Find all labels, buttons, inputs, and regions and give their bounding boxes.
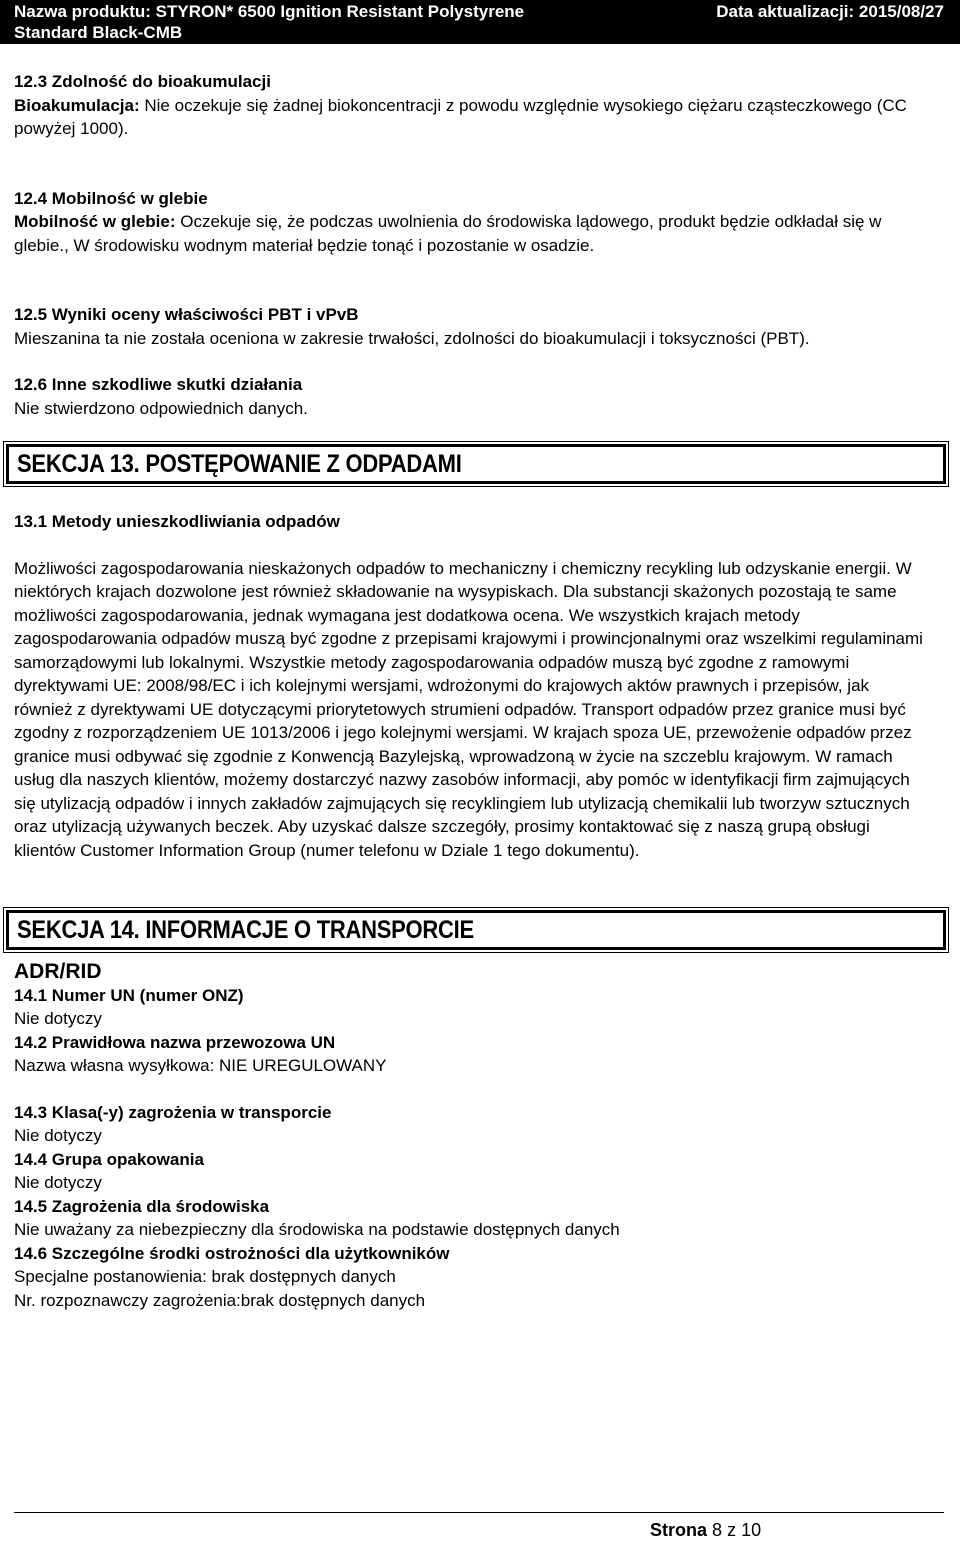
section-12-3-title: 12.3 Zdolność do bioakumulacji: [14, 72, 271, 91]
section-14-3-title: 14.3 Klasa(-y) zagrożenia w transporcie: [14, 1102, 332, 1122]
page-label: Strona: [650, 1520, 708, 1540]
page-of: z: [727, 1520, 737, 1540]
document-header: [0, 0, 960, 44]
section-14-6-title: 14.6 Szczególne środki ostrożności dla użytkowników: [14, 1243, 450, 1263]
section-13-1: [14, 510, 930, 862]
section-12-4-text: [14, 210, 930, 257]
product-name: Nazwa produktu: STYRON* 6500 Ignition Resistant Polystyrene: [14, 2, 525, 21]
section-13-heading: [6, 444, 946, 484]
document-body: [14, 70, 930, 1312]
page-total: 10: [741, 1520, 762, 1540]
section-14-5-value: Nie uważany za niebezpieczny dla środowiska na podstawie dostępnych danych: [14, 1220, 620, 1239]
section-12-6-text: Nie stwierdzono odpowiednich danych.: [14, 398, 308, 418]
section-14: [14, 960, 930, 1312]
section-14-4-title: 14.4 Grupa opakowania: [14, 1149, 204, 1169]
page-current: 8: [712, 1520, 723, 1540]
section-14-heading-text: SEKCJA 14. INFORMACJE O TRANSPORCIE: [17, 916, 474, 944]
section-12-5-text: Mieszanina ta nie została oceniona w zakresie trwałości, zdolności do bioakumulacji i toksyczności (PBT).: [14, 328, 810, 348]
section-14-1-value: Nie dotyczy: [14, 1009, 102, 1028]
update-date: Data aktualizacji: 2015/08/27: [716, 2, 944, 21]
section-14-3-value: Nie dotyczy: [14, 1126, 102, 1145]
section-14-2-title: 14.2 Prawidłowa nazwa przewozowa UN: [14, 1032, 336, 1052]
section-12-4: [14, 187, 930, 258]
section-14-6-value-a: Specjalne postanowienia: brak dostępnych danych: [14, 1267, 396, 1286]
section-13-1-title: 13.1 Metody unieszkodliwiania odpadów: [14, 512, 340, 531]
section-14-5-title: 14.5 Zagrożenia dla środowiska: [14, 1196, 270, 1216]
soil-mobility-label: Mobilność w glebie:: [14, 212, 176, 231]
section-13-1-text: Możliwości zagospodarowania nieskażonych odpadów to mechaniczny i chemiczny recykling lub odzyskanie energii. W niektórych krajach dozwolone jest również składowanie na wysypiskach. Dla substancji skażonych pozostają te same możliwości zagospodarowania, jednak wymagana jest dodatkowa ocena. We wszystkich krajach metody zagospodarowania odpadów muszą być zgodne z przepisami krajowymi i prowincjonalnymi oraz wszelkimi regulaminami samorządowymi lub lokalnymi. Wszystkie metody zagospodarowania odpadów muszą być zgodne z ramowymi dyrektywami UE: 2008/98/EC i ich kolejnymi wersjami, wdrożonymi do krajowych aktów prawnych i przepisów, jak również z dyrektywami UE dotyczącymi priorytetowych strumieni odpadów. Transport odpadów przez granice musi być zgodny z rozporządzeniem UE 1013/2006 i jego kolejnymi wersjami. W krajach spoza UE, przewożenie odpadów przez granice musi odbywać się zgodnie z Konwencją Bazylejską, wprowadzoną w życie na szczeblu krajowym. W ramach usług dla naszych klientów, możemy dostarczyć nazwy zasobów informacji, aby pomóc w identyfikacji firm zajmujących się utylizacją odpadów i innych zakładów zajmujących się recyklingiem lub utylizacją chemikalii lub tworzyw sztucznych oraz utylizacją używanych beczek. Aby uzyskać dalsze szczegóły, prosimy kontaktować się z naszą grupą obsługi klientów Customer Information Group (numer telefonu w Dziale 1 tego dokumentu).: [14, 558, 923, 860]
section-12-3: [14, 70, 930, 141]
section-12-4-title: 12.4 Mobilność w glebie: [14, 188, 208, 208]
adr-rid-heading: ADR/RID: [14, 960, 102, 983]
product-name-continued: Standard Black-CMB: [14, 23, 183, 42]
section-13-heading-text: SEKCJA 13. POSTĘPOWANIE Z ODPADAMI: [17, 450, 462, 478]
section-12-6-title: 12.6 Inne szkodliwe skutki działania: [14, 375, 303, 394]
section-14-4-value: Nie dotyczy: [14, 1173, 102, 1192]
section-14-2-value: Nazwa własna wysyłkowa: NIE UREGULOWANY: [14, 1056, 387, 1075]
section-14-heading: [6, 910, 946, 950]
soil-mobility-value: Oczekuje się, że podczas uwolnienia do środowiska lądowego, produkt będzie odkładał się w glebie., W środowisku wodnym materiał będzie tonąć i pozostanie w osadzie.: [14, 212, 882, 255]
section-12-5-title: 12.5 Wyniki oceny właściwości PBT i vPvB: [14, 305, 359, 324]
section-14-6-value-b: Nr. rozpoznawczy zagrożenia:brak dostępnych danych: [14, 1290, 426, 1310]
footer-divider: [14, 1512, 944, 1513]
bioaccumulation-label: Bioakumulacja:: [14, 95, 140, 115]
section-14-1-title: 14.1 Numer UN (numer ONZ): [14, 985, 244, 1005]
section-12-5: [14, 303, 930, 350]
page-number: [650, 1520, 761, 1541]
bioaccumulation-value: Nie oczekuje się żadnej biokoncentracji z powodu względnie wysokiego ciężaru cząsteczkowego (CC powyżej 1000).: [14, 95, 907, 138]
section-12-6: [14, 373, 930, 420]
section-12-3-text: [14, 94, 930, 141]
